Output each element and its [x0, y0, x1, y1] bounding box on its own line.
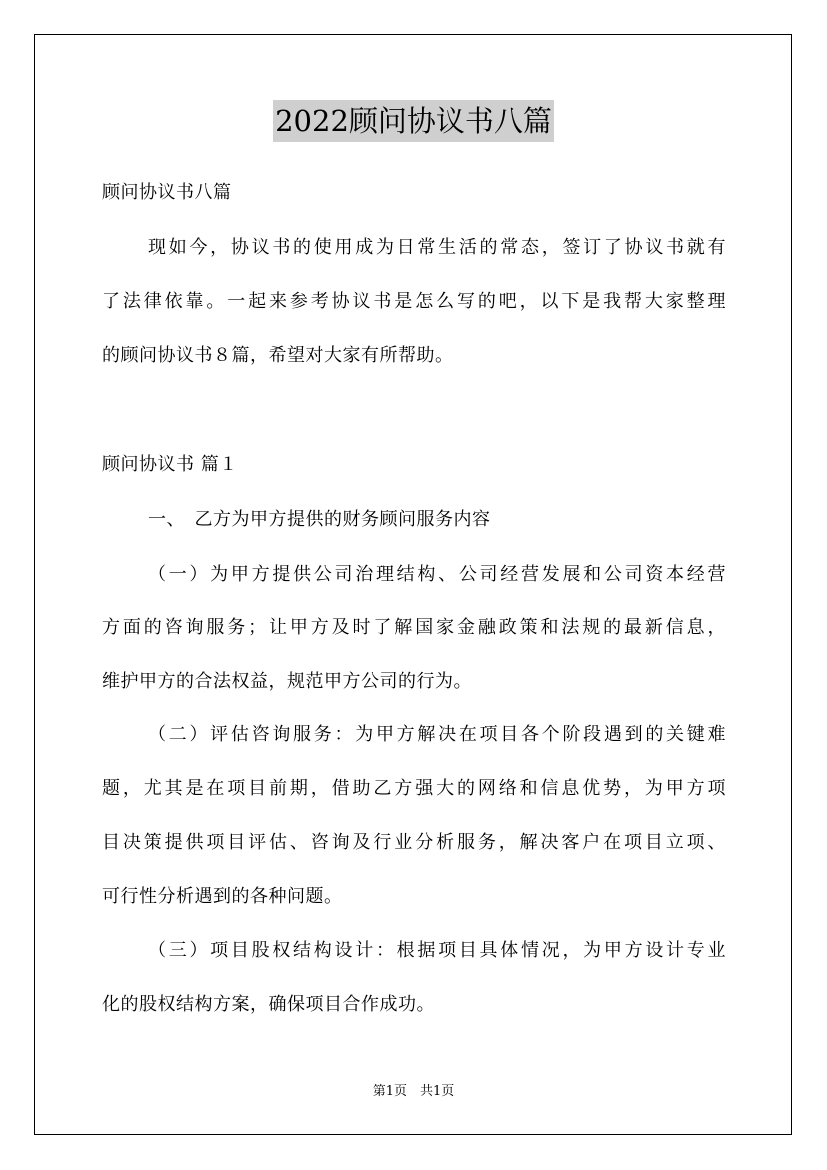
para2-line-3: 目决策提供项目评估、咨询及行业分析服务，解决客户在项目立项、 [102, 832, 726, 853]
para2-line-2: 题，尤其是在项目前期，借助乙方强大的网络和信息优势，为甲方项 [102, 778, 726, 799]
para1-line-3: 维护甲方的合法权益，规范甲方公司的行为。 [102, 671, 472, 692]
document-title: 2022顾问协议书八篇 [273, 100, 554, 142]
para1-line-1: （一）为甲方提供公司治理结构、公司经营发展和公司资本经营 [148, 564, 726, 585]
document-subtitle: 顾问协议书八篇 [102, 182, 232, 203]
para1-line-2: 方面的咨询服务；让甲方及时了解国家金融政策和法规的最新信息， [102, 617, 726, 638]
para2-line-1: （二）评估咨询服务：为甲方解决在项目各个阶段遇到的关键难 [148, 724, 726, 745]
para3-line-1: （三）项目股权结构设计：根据项目具体情况，为甲方设计专业 [148, 940, 726, 961]
title-container [0, 100, 827, 142]
para3-line-2: 化的股权结构方案，确保项目合作成功。 [102, 994, 435, 1015]
section-heading: 顾问协议书 篇１ [102, 454, 238, 475]
intro-line-2: 了法律依靠。一起来参考协议书是怎么写的吧，以下是我帮大家整理 [102, 291, 726, 312]
intro-line-1: 现如今，协议书的使用成为日常生活的常态，签订了协议书就有 [148, 237, 726, 258]
item-heading: 一、 乙方为甲方提供的财务顾问服务内容 [148, 509, 491, 530]
page-footer: 第1页 共1页 [372, 1084, 455, 1099]
intro-line-3: 的顾问协议书８篇，希望对大家有所帮助。 [102, 345, 454, 366]
para2-line-4: 可行性分析遇到的各种问题。 [102, 886, 343, 907]
